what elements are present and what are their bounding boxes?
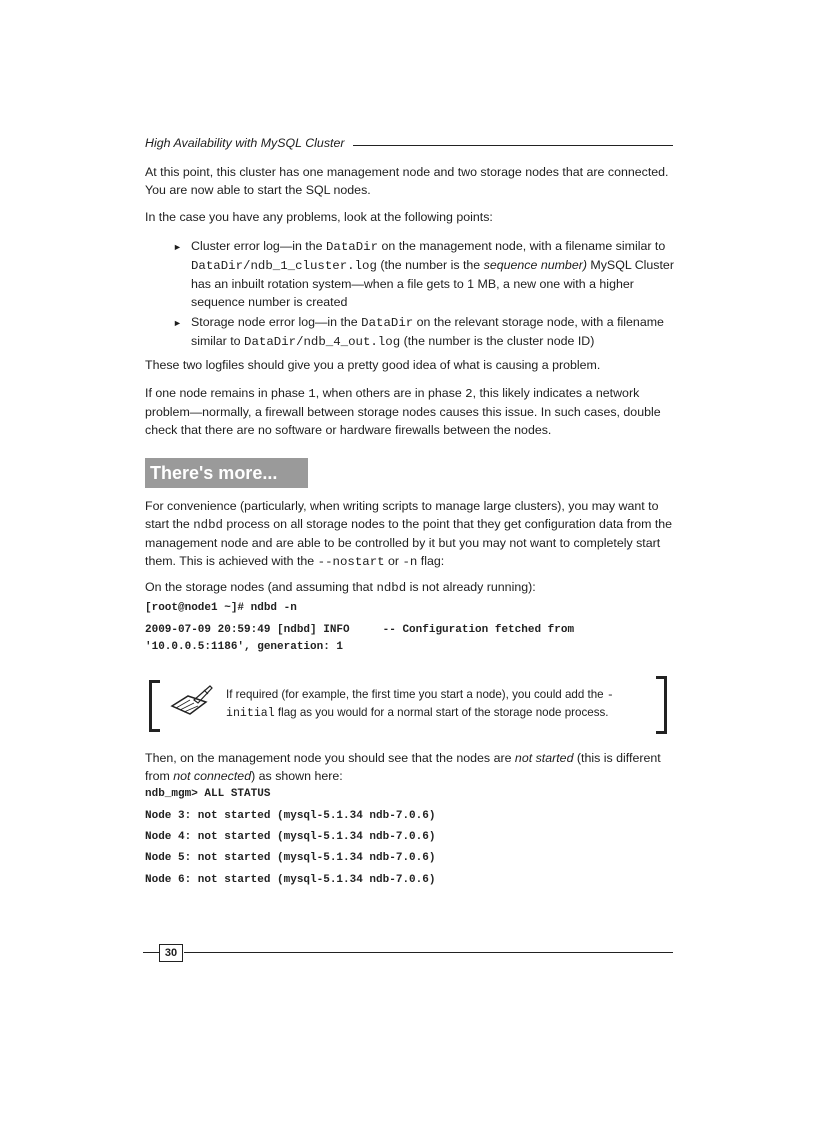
text: For convenience (particularly, when writing scripts to manage large clusters), you may want to start the [145, 499, 659, 531]
text: , this likely indicates a network problem—normally, a firewall between storage nodes causes this issue. In such cases, double check that there are no software or hardware firewalls between the nodes. [145, 386, 661, 437]
bullet-text: Storage node error log—in the [191, 315, 362, 329]
bullet-text: on the management node, with a filename similar to [378, 239, 666, 253]
bullet-text: MySQL Cluster has an inbuilt rotation system—when a file gets to 1 MB, a new one with a higher sequence number is created [191, 258, 674, 309]
text: , when others are in phase [315, 386, 466, 400]
text: On the storage nodes (and assuming that [145, 580, 377, 594]
inline-code: ndbd [376, 581, 407, 595]
code-line: Node 4: not started (mysql-5.1.34 ndb-7.0.6) [145, 831, 436, 843]
bullet-icon: ► [173, 242, 182, 252]
code-line: Node 6: not started (mysql-5.1.34 ndb-7.0.6) [145, 874, 436, 886]
code-line: '10.0.0.5:1186', generation: 1 [145, 641, 344, 653]
text: If required (for example, the first time you start a node), you could add the [226, 688, 607, 701]
code-line: ndb_mgm> ALL STATUS [145, 788, 271, 800]
text: flag: [417, 554, 445, 568]
code-line: Node 3: not started (mysql-5.1.34 ndb-7.0.6) [145, 810, 436, 822]
footer-rule-right [184, 952, 673, 953]
note-bracket-right [656, 676, 667, 734]
text: process on all storage nodes to the point that they get configuration data from the management node and are able to be controlled by it but you may not want to completely start them. This is achieved with the [145, 517, 673, 568]
bullet-item-cluster-log [191, 237, 675, 311]
inline-code: DataDir [325, 240, 379, 254]
footer-rule-left [143, 952, 159, 953]
text: If one node remains in phase [145, 386, 309, 400]
italic-text: not connected [173, 769, 252, 783]
inline-code: DataDir/ndb_4_out.log [244, 335, 401, 349]
note-text [226, 686, 646, 722]
bullet-text: Cluster error log—in the [191, 239, 326, 253]
text: is not already running): [406, 580, 536, 594]
paragraph-intro-1: At this point, this cluster has one management node and two storage nodes that are connected. You are now able to start the SQL nodes. [145, 165, 669, 197]
paragraph-storage-nodes [145, 578, 675, 597]
header-rule [353, 145, 673, 146]
inline-code: 1 [308, 387, 316, 401]
bullet-icon: ► [173, 318, 182, 328]
paragraph-convenience [145, 497, 675, 571]
paragraph-intro-2: In the case you have any problems, look at the following points: [145, 210, 493, 224]
note-bracket-left [149, 680, 160, 732]
inline-code: --nostart [317, 555, 385, 569]
note-pen-icon [168, 684, 216, 720]
paragraph-phase [145, 384, 675, 439]
page-header [145, 136, 673, 152]
italic-text: sequence number) [483, 258, 587, 272]
inline-code: DataDir [361, 316, 414, 330]
text: (this is different from [145, 751, 661, 783]
text: flag as you would for a normal start of the storage node process. [274, 706, 609, 719]
inline-code: -n [402, 555, 418, 569]
inline-code: ndbd [193, 518, 223, 532]
inline-code: 2 [465, 387, 473, 401]
bullet-item-storage-log [191, 313, 675, 351]
code-line: Node 5: not started (mysql-5.1.34 ndb-7.0.6) [145, 852, 436, 864]
paragraph-logfiles: These two logfiles should give you a pretty good idea of what is causing a problem. [145, 358, 601, 372]
page-number: 30 [159, 944, 183, 962]
italic-text: not started [514, 751, 574, 765]
running-header-title: High Availability with MySQL Cluster [145, 136, 345, 150]
inline-code: -initial [226, 689, 614, 720]
code-line: 2009-07-09 20:59:49 [ndbd] INFO -- Configuration fetched from [145, 624, 575, 636]
bullet-text: on the relevant storage node, with a filename similar to [191, 315, 664, 348]
bullet-text: (the number is the cluster node ID) [400, 334, 595, 348]
bullet-text: (the number is the [376, 258, 484, 272]
code-line: [root@node1 ~]# ndbd -n [145, 602, 297, 614]
inline-code: DataDir/ndb_1_cluster.log [191, 259, 377, 273]
text: Then, on the management node you should see that the nodes are [145, 751, 515, 765]
paragraph-management-node [145, 749, 675, 785]
section-heading-banner: There's more... [145, 458, 308, 488]
text: or [384, 554, 403, 568]
text: ) as shown here: [251, 769, 343, 783]
